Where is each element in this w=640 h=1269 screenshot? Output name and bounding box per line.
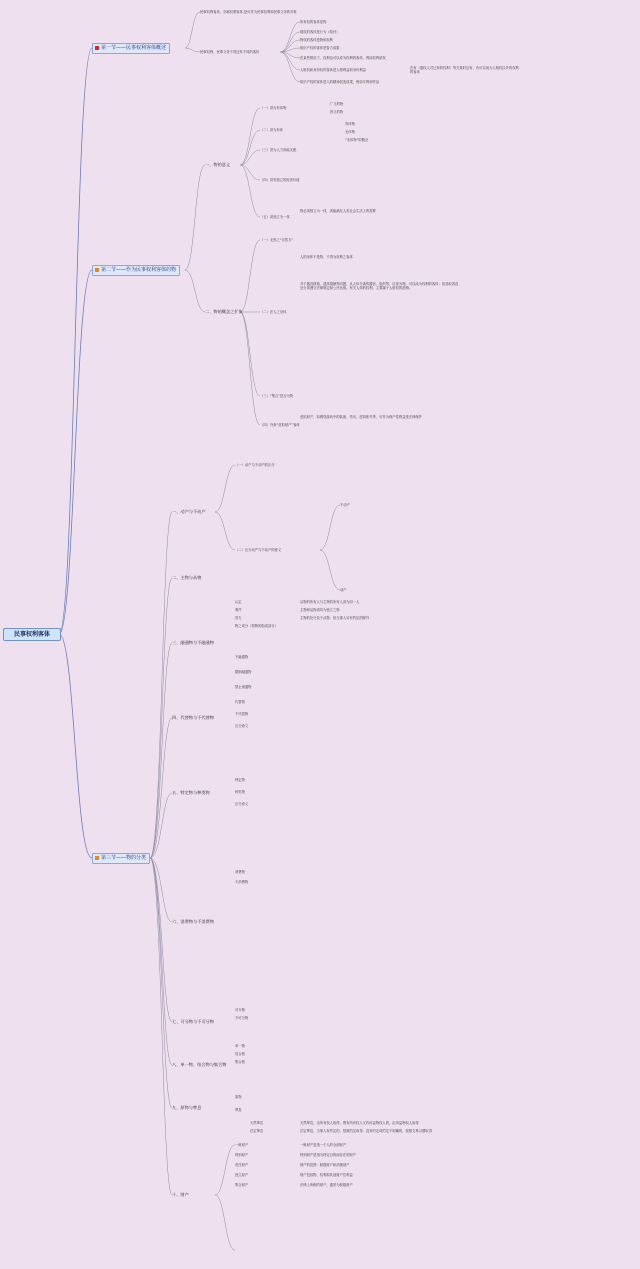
s3-text: 从物的所有人与主物的所有人须为同一人 [300, 600, 360, 604]
section-3-title: 第三节——物的分类 [101, 855, 147, 861]
s2-sub-item: 广义的物 [330, 102, 344, 106]
s2-sub: （二）须为有体 [260, 128, 284, 132]
s3-item: 区分意义 [235, 724, 249, 728]
s3-item: 限制融通物 [235, 670, 252, 674]
s3-text: 主物和从物须均为独立之物 [300, 608, 340, 612]
s3-item: 效力 [235, 616, 242, 620]
s2-sub: （三）须为人力所能支配 [260, 148, 297, 152]
s1-item: 所有权的客体是物 [300, 20, 327, 24]
s2-sub: （四）须有独立的经济价值 [260, 178, 300, 182]
s3-sub: （一）动产与不动产的区分 [235, 463, 275, 467]
s3-category: 六、消费物与不消费物 [172, 919, 214, 924]
s3-text: 财产的范围：积极财产和消极财产 [300, 1163, 350, 1167]
s3-sub-item: 不动产 [340, 503, 350, 507]
s2-sub-note: 物必须独立为一体，须能满足人类社会生活上的需要 [300, 209, 376, 213]
s3-category: 四、代替物与不代替物 [172, 715, 214, 720]
s3-category: 八、单一物、结合物与集合物 [172, 1062, 227, 1067]
s3-item: 不可分物 [235, 1016, 249, 1020]
s3-category: 一、动产与不动产 [172, 509, 206, 514]
s3-item: 单一物 [235, 1044, 245, 1048]
s2-trait-item: （二）法人之身体 [260, 310, 287, 314]
s1-note: 知识产权的客体是人的精神创造成果，例如专利和作品 [300, 80, 380, 84]
s3-item: 责任财产 [235, 1163, 249, 1167]
section-1-title: 第一节——民事权利客体概述 [101, 45, 167, 51]
s2-sub-item: 无体物 [345, 130, 355, 134]
s3-item: 物之成分（即物的组成部分） [235, 624, 278, 628]
s3-item: 法定孳息 [250, 1129, 264, 1133]
s3-category: 九、原物与孳息 [172, 1105, 202, 1110]
s3-item: 区分意义 [235, 802, 249, 806]
s2-sub-item: 有体物 [345, 122, 355, 126]
flag-icon [95, 46, 99, 50]
flag-icon [95, 268, 99, 272]
s3-item: 天然孳息 [250, 1121, 264, 1125]
s3-text: 一般财产是指一个人的全部财产 [300, 1143, 347, 1147]
s3-item: 集合财产 [235, 1183, 249, 1187]
s2-body-para: 对于器官移植、遗体捐献等问题，从人体分离的器官、组织等，应视为物，可以成为权利的客体；但其取得及处分须遵守法律规定和公序良俗。有关人体的权利，主要属于人格权的范畴。 [300, 282, 459, 291]
section-2-title: 第二节——作为民事权利客体的物 [101, 267, 177, 273]
s3-text: 财产包括物、权利和其他财产性利益 [300, 1173, 353, 1177]
s3-item: 独立财产 [235, 1173, 249, 1177]
s2-sub: （五）须独立为一体 [260, 215, 290, 219]
s2-trait-item: （四）外套“虚拟财产”客体 [260, 423, 300, 427]
s2-sub-item: “无体物”的概念 [345, 138, 369, 142]
s3-sub: （二）区分动产与不动产的意义 [235, 548, 282, 552]
s3-category: 二、主物与从物 [172, 575, 202, 580]
s3-category: 十、财产 [172, 1192, 189, 1197]
s3-text: 天然孳息，由所有权人取得；既有所有权人又有用益物权人的，由用益物权人取得 [300, 1121, 419, 1125]
s3-item: 认定 [235, 600, 242, 604]
s3-text: 法定孳息，当事人有约定的，按照约定取得；没有约定或约定不明确的，按照交易习惯取得 [300, 1129, 432, 1133]
s1-item: 物权的客体是物和权利 [300, 38, 333, 42]
s1-definition: 民事权利客体，亦称权利客体,是可作为民事权利和民事义务的对象 [200, 10, 297, 14]
s2-trait-item: （一）无形之“自然力” [260, 238, 294, 242]
s1-note: 在有（债权人对已有的权利）等关系时还有，有可以成为人格权以外的权利的客体 [410, 66, 519, 75]
s3-sub-item: 动产 [340, 588, 347, 592]
s3-item: 特别财产 [235, 1153, 249, 1157]
section-1-node[interactable] [92, 43, 170, 54]
s3-item: 消费物 [235, 870, 245, 874]
s1-difference: 民事权利，民事义务不同还有不同的客体 [200, 50, 260, 54]
s2-trait: 二、物的概念之扩张 [205, 309, 243, 314]
s3-item: 结合物 [235, 1052, 245, 1056]
flag-icon [95, 856, 99, 860]
s3-text: 法律上所称的财产，通常为积极财产 [300, 1183, 353, 1187]
s3-item: 要件 [235, 608, 242, 612]
s1-item: 债权的客体是行为（给付） [300, 30, 340, 34]
s3-item: 集合物 [235, 1060, 245, 1064]
s3-item: 一般财产 [235, 1143, 249, 1147]
s2-concept: 一、物的意义 [205, 162, 231, 167]
s3-category: 七、可分物与不可分物 [172, 1019, 214, 1024]
s2-virtual: 虚拟财产，如网络游戏中的装备、货币、虚拟账号等，可作为财产性利益受法律保护 [300, 415, 422, 419]
s2-trait-item: （三）“集合”是否为物 [260, 394, 294, 398]
s3-item: 不融通物 [235, 655, 249, 659]
s3-item: 特定物 [235, 778, 245, 782]
s3-item: 可分物 [235, 1008, 245, 1012]
s3-category: 三、融通物与不融通物 [172, 640, 214, 645]
s3-text: 特别财产是指为特定目的而存在的财产 [300, 1153, 357, 1157]
s2-body-note: 人的身体不是物，不得为权利之客体 [300, 255, 353, 259]
s3-item: 不代替物 [235, 712, 249, 716]
s3-item: 禁止流通物 [235, 685, 252, 689]
s1-item: 人格权和身份权的客体是人格利益和身份利益 [300, 68, 366, 72]
root-node[interactable]: 民事权利客体 [3, 628, 61, 641]
section-3-node[interactable] [92, 853, 150, 864]
section-2-node[interactable] [92, 265, 180, 276]
s2-sub: （一）须为有体物 [260, 106, 287, 110]
s2-sub-item: 狭义的物 [330, 110, 344, 114]
s3-item: 代替物 [235, 700, 245, 704]
s3-item: 原物 [235, 1095, 242, 1099]
s3-item: 不消费物 [235, 880, 249, 884]
s3-text: 主物的处分及于从物，但当事人另有约定的除外 [300, 616, 370, 620]
s3-category: 五、特定物与种类物 [172, 790, 210, 795]
s1-item: 在某些情况下，权利也可以成为权利的客体，例如权利质权 [300, 56, 386, 60]
s3-item: 种类物 [235, 790, 245, 794]
s1-item: 知识产权的客体是智力成果 [300, 46, 340, 50]
s3-item: 孳息 [235, 1108, 242, 1112]
